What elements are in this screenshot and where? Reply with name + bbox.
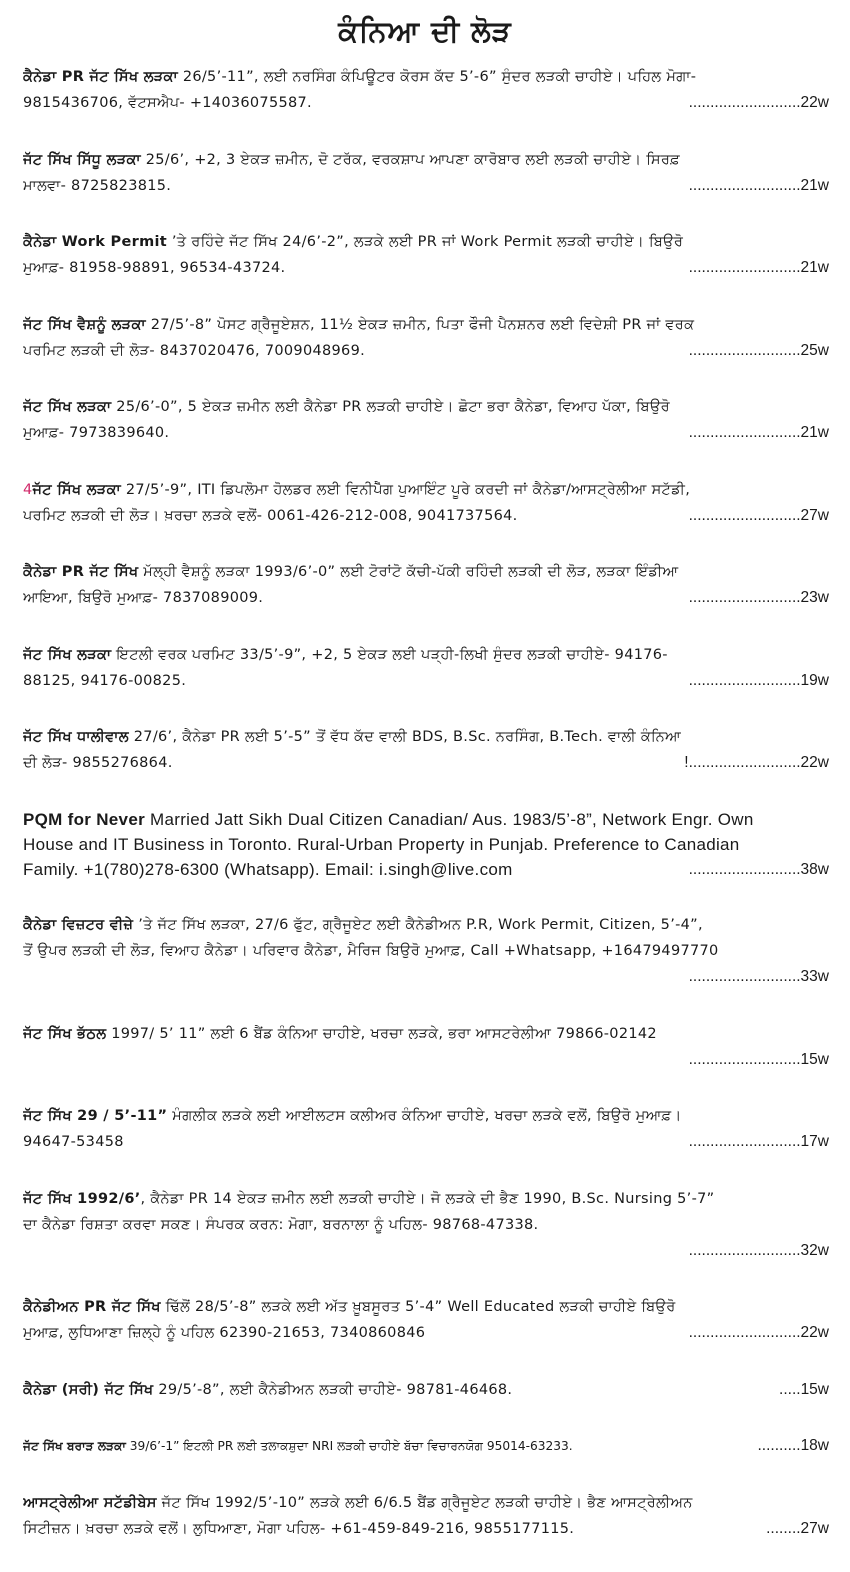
ad-heading: ਜੱਟ ਸਿੱਖ ਲੜਕਾ [23,646,112,663]
ad-heading: ਜੱਟ ਸਿੱਖ ਲੜਕਾ [32,481,121,498]
ad-1 [23,64,829,116]
ad-text: 26/5’-11”, ਲਈ ਨਰਸਿੰਗ ਕੰਪਿਊਟਰ ਕੋਰਸ ਕੱਦ 5’-6” ਸੁੰਦਰ ਲੜਕੀ ਚਾਹੀਏ। ਪਹਿਲ ਮੋਗਾ- [177,69,697,85]
page-title: ਕੰਨਿਆ ਦੀ ਲੋੜ [338,14,512,48]
ad-reference: !..........................22w [684,754,829,771]
ad-heading: ਕੈਨੇਡਾ Work Permit [23,234,167,250]
ad-reference: ..........18w [757,1437,829,1454]
ad-4 [23,312,829,364]
ad-marker-number: 4 [23,481,33,498]
ad-reference: .....15w [779,1380,829,1398]
ad-text: 1997/ 5’ 11” ਲਈ 6 ਬੈਂਡ ਕੰਨਿਆ ਚਾਹੀਏ, ਖਰਚਾ ਲੜਕੇ, ਭਰਾ ਆਸਟਰੇਲੀਆ 79866-02142 [106,1025,657,1042]
ad-text: ਆਇਆ, ਬਿਉਰੋ ਮੁਆਫ਼- 7837089009. [23,590,264,606]
ad-10 [23,807,829,882]
ad-reference: ..........................19w [688,671,829,689]
ad-14 [23,1186,829,1264]
ad-heading: PQM for Never [23,809,145,829]
ad-reference: ..........................23w [688,589,829,606]
ad-text: 39/6’-1” ਇਟਲੀ PR ਲਈ ਤਲਾਕਸ਼ੁਦਾ NRI ਲੜਕੀ ਚਾਹੀਏ ਬੱਚਾ ਵਿਚਾਰਨਯੋਗ 95014-63233. [125,1439,573,1453]
ad-text: ਦਾ ਕੈਨੇਡਾ ਰਿਸ਼ਤਾ ਕਰਵਾ ਸਕਣ। ਸੰਪਰਕ ਕਰਨ: ਮੋਗਾ, ਬਰਨਾਲਾ ਨੂੰ ਪਹਿਲ- 98768-47338. [23,1216,539,1233]
ad-text: 94647-53458 [23,1134,124,1150]
ad-text: ’ਤੇ ਜੱਟ ਸਿੱਖ ਲੜਕਾ, 27/6 ਫੁੱਟ, ਗ੍ਰੈਜੂਏਟ ਲਈ ਕੈਨੇਡੀਅਨ P.R, Work Permit, Citizen, 5’-4”, [133,917,703,933]
ad-reference: ..........................15w [688,1050,829,1068]
ad-text: 27/5’-8” ਪੋਸਟ ਗ੍ਰੈਜੂਏਸ਼ਨ, 11½ ਏਕੜ ਜ਼ਮੀਨ, ਪਿਤਾ ਫੌਜੀ ਪੈਨਸ਼ਨਰ ਲਈ ਵਿਦੇਸ਼ੀ PR ਜਾਂ ਵਰਕ [145,316,695,333]
ad-text: 9815436706, ਵੱਟਸਐਪ- +14036075587. [23,95,312,111]
ad-text: ਮੁਆਫ਼, ਲੁਧਿਆਣਾ ਜ਼ਿਲ੍ਹੇ ਨੂੰ ਪਹਿਲ 62390-21653, 7340860846 [23,1325,426,1341]
ad-reference: ..........................21w [688,424,829,441]
ad-5 [23,394,829,446]
ad-16 [23,1377,829,1403]
ad-text: 88125, 94176-00825. [23,672,187,689]
ad-text: ਮੁਆਫ਼- 81958-98891, 96534-43724. [23,260,286,276]
ad-6 [23,477,829,529]
ad-heading: ਜੱਟ ਸਿੱਖ 1992/6’ [23,1190,141,1207]
ad-7 [23,559,829,611]
ad-18 [23,1490,829,1542]
ad-heading: ਜੱਟ ਸਿੱਖ 29 / 5’-11” [23,1108,168,1124]
ad-reference: ..........................27w [688,506,829,524]
ad-text: ਮੰਗਲੀਕ ਲੜਕੇ ਲਈ ਆਈਲਟਸ ਕਲੀਅਰ ਕੰਨਿਆ ਚਾਹੀਏ, ਖਰਚਾ ਲੜਕੇ ਵਲੋਂ, ਬਿਉਰੋ ਮੁਆਫ਼। [167,1108,682,1124]
ads-list [23,64,829,1572]
ad-text: ਢਿੱਲੋਂ 28/5’-8” ਲੜਕੇ ਲਈ ਅੱਤ ਖ਼ੂਬਸੂਰਤ 5’-4” Well Educated ਲੜਕੀ ਚਾਹੀਏ ਬਿਉਰੋ [160,1299,676,1315]
ad-heading: ਕੈਨੇਡਾ (ਸਰੀ) ਜੱਟ ਸਿੱਖ [23,1381,154,1398]
ad-2 [23,147,829,199]
ad-text: ਇਟਲੀ ਵਰਕ ਪਰਮਿਟ 33/5’-9”, +2, 5 ਏਕੜ ਲਈ ਪੜ੍ਹੀ-ਲਿਖੀ ਸੁੰਦਰ ਲੜਕੀ ਚਾਹੀਏ- 94176- [111,646,668,663]
ad-reference: ..........................32w [688,1241,829,1259]
ad-text: , ਕੈਨੇਡਾ PR 14 ਏਕੜ ਜ਼ਮੀਨ ਲਈ ਲੜਕੀ ਚਾਹੀਏ। ਜੋ ਲੜਕੇ ਦੀ ਭੈਣ 1990, B.Sc. Nursing 5’-7” [140,1190,715,1207]
ad-heading: ਜੱਟ ਸਿੱਖ ਸਿੱਧੂ ਲੜਕਾ [23,151,141,168]
ad-reference: ..........................21w [688,259,829,276]
ad-text: Married Jatt Sikh Dual Citizen Canadian/ Aus. 1983/5’-8”, Network Engr. Own [145,809,754,829]
ad-heading: ਜੱਟ ਸਿੱਖ ਲੜਕਾ [23,399,112,415]
ad-text: Family. +1(780)278-6300 (Whatsapp). Email: i.singh@live.com [23,859,513,879]
ad-heading: ਜੱਟ ਸਿੱਖ ਵੈਸ਼ਨੂੰ ਲੜਕਾ [23,316,146,333]
ad-text: 25/6’-0”, 5 ਏਕੜ ਜ਼ਮੀਨ ਲਈ ਕੈਨੇਡਾ PR ਲੜਕੀ ਚਾਹੀਏ। ਛੋਟਾ ਭਰਾ ਕੈਨੇਡਾ, ਵਿਆਹ ਪੱਕਾ, ਬਿਉਰੋ [111,399,670,415]
ad-reference: ..........................17w [688,1133,829,1150]
ad-3 [23,229,829,281]
ad-heading: ਕੈਨੇਡਾ PR ਜੱਟ ਸਿੱਖ [23,564,139,580]
ad-17 [23,1433,829,1459]
ad-reference: ..........................22w [688,94,829,111]
ad-13 [23,1103,829,1155]
ad-heading: ਆਸਟ੍ਰੇਲੀਆ ਸਟੱਡੀਬੇਸ [23,1494,157,1511]
ad-heading: ਕੈਨੇਡਾ ਵਿਜ਼ਟਰ ਵੀਜ਼ੇ [23,917,134,933]
ad-heading: ਜੱਟ ਸਿੱਖ ਧਾਲੀਵਾਲ [23,729,129,745]
ad-reference: ..........................25w [688,341,829,359]
ad-text: House and IT Business in Toronto. Rural-Urban Property in Punjab. Preference to Canadian [23,834,740,854]
ad-text: ਜੱਟ ਸਿੱਖ 1992/5’-10” ਲੜਕੇ ਲਈ 6/6.5 ਬੈਂਡ ਗ੍ਰੈਜੂਏਟ ਲੜਕੀ ਚਾਹੀਏ। ਭੈਣ ਆਸਟ੍ਰੇਲੀਅਨ [156,1494,693,1511]
ad-heading: ਜੱਟ ਸਿੱਖ ਭੱਠਲ [23,1025,107,1042]
ad-text: ਮਾਲਵਾ- 8725823815. [23,177,172,194]
ad-text: ਦੀ ਲੋੜ- 9855276864. [23,755,173,771]
ad-heading: ਜੱਟ ਸਿੱਖ ਬਰਾੜ ਲੜਕਾ [23,1439,126,1453]
ad-reference: ..........................21w [688,176,829,194]
ad-reference: ........27w [766,1519,829,1537]
ad-text: 27/5’-9”, ITI ਡਿਪਲੋਮਾ ਹੋਲਡਰ ਲਈ ਵਿਨੀਪੈੱਗ ਪੁਆਇੰਟ ਪੂਰੇ ਕਰਦੀ ਜਾਂ ਕੈਨੇਡਾ/ਆਸਟ੍ਰੇਲੀਆ ਸਟੱਡੀ, [120,481,691,498]
ad-text: ਮੁਆਫ਼- 7973839640. [23,425,170,441]
ad-text: 27/6’, ਕੈਨੇਡਾ PR ਲਈ 5’-5” ਤੋਂ ਵੱਧ ਕੱਦ ਵਾਲੀ BDS, B.Sc. ਨਰਸਿੰਗ, B.Tech. ਵਾਲੀ ਕੰਨਿਆ [128,729,682,745]
ad-heading: ਕੈਨੇਡਾ PR ਜੱਟ ਸਿੱਖ ਲੜਕਾ [23,69,178,85]
ad-text: 29/5’-8”, ਲਈ ਕੈਨੇਡੀਅਨ ਲੜਕੀ ਚਾਹੀਏ- 98781-46468. [153,1381,513,1398]
ad-text: ਮੱਲ੍ਹੀ ਵੈਸ਼ਨੂੰ ਲੜਕਾ 1993/6’-0” ਲਈ ਟੋਰਾਂਟੋ ਕੱਚੀ-ਪੱਕੀ ਰਹਿੰਦੀ ਲੜਕੀ ਦੀ ਲੋੜ, ਲੜਕਾ ਇੰਡੀਆ [138,564,679,580]
ad-11 [23,912,829,990]
ad-text: ਪਰਮਿਟ ਲੜਕੀ ਦੀ ਲੋੜ। ਖ਼ਰਚਾ ਲੜਕੇ ਵਲੋਂ- 0061-426-212-008, 9041737564. [23,507,518,524]
ad-reference: ..........................33w [688,968,829,985]
ad-text: ਸਿਟੀਜ਼ਨ। ਖ਼ਰਚਾ ਲੜਕੇ ਵਲੋਂ। ਲੁਧਿਆਣਾ, ਮੋਗਾ ਪਹਿਲ- +61-459-849-216, 9855177115. [23,1520,575,1537]
ad-text: ਪਰਮਿਟ ਲੜਕੀ ਦੀ ਲੋੜ- 8437020476, 7009048969. [23,342,366,359]
ad-reference: ..........................38w [688,860,829,878]
ad-reference: ..........................22w [688,1324,829,1341]
ad-heading: ਕੈਨੇਡੀਅਨ PR ਜੱਟ ਸਿੱਖ [23,1299,161,1315]
ad-9 [23,724,829,776]
ad-text: ਤੋਂ ਉਪਰ ਲੜਕੀ ਦੀ ਲੋੜ, ਵਿਆਹ ਕੈਨੇਡਾ। ਪਰਿਵਾਰ ਕੈਨੇਡਾ, ਮੈਰਿਜ ਬਿਉਰੋ ਮੁਆਫ਼, Call +Whatsapp, +16479497770 [23,943,719,959]
ad-12 [23,1021,829,1073]
ad-15 [23,1294,829,1346]
ad-text: ’ਤੇ ਰਹਿੰਦੇ ਜੱਟ ਸਿੱਖ 24/6’-2”, ਲੜਕੇ ਲਈ PR ਜਾਂ Work Permit ਲੜਕੀ ਚਾਹੀਏ। ਬਿਉਰੋ [166,234,684,250]
ad-text: 25/6’, +2, 3 ਏਕੜ ਜ਼ਮੀਨ, ਦੋ ਟਰੱਕ, ਵਰਕਸ਼ਾਪ ਆਪਣਾ ਕਾਰੋਬਾਰ ਲਈ ਲੜਕੀ ਚਾਹੀਏ। ਸਿਰਫ਼ [140,151,680,168]
ad-8 [23,642,829,694]
